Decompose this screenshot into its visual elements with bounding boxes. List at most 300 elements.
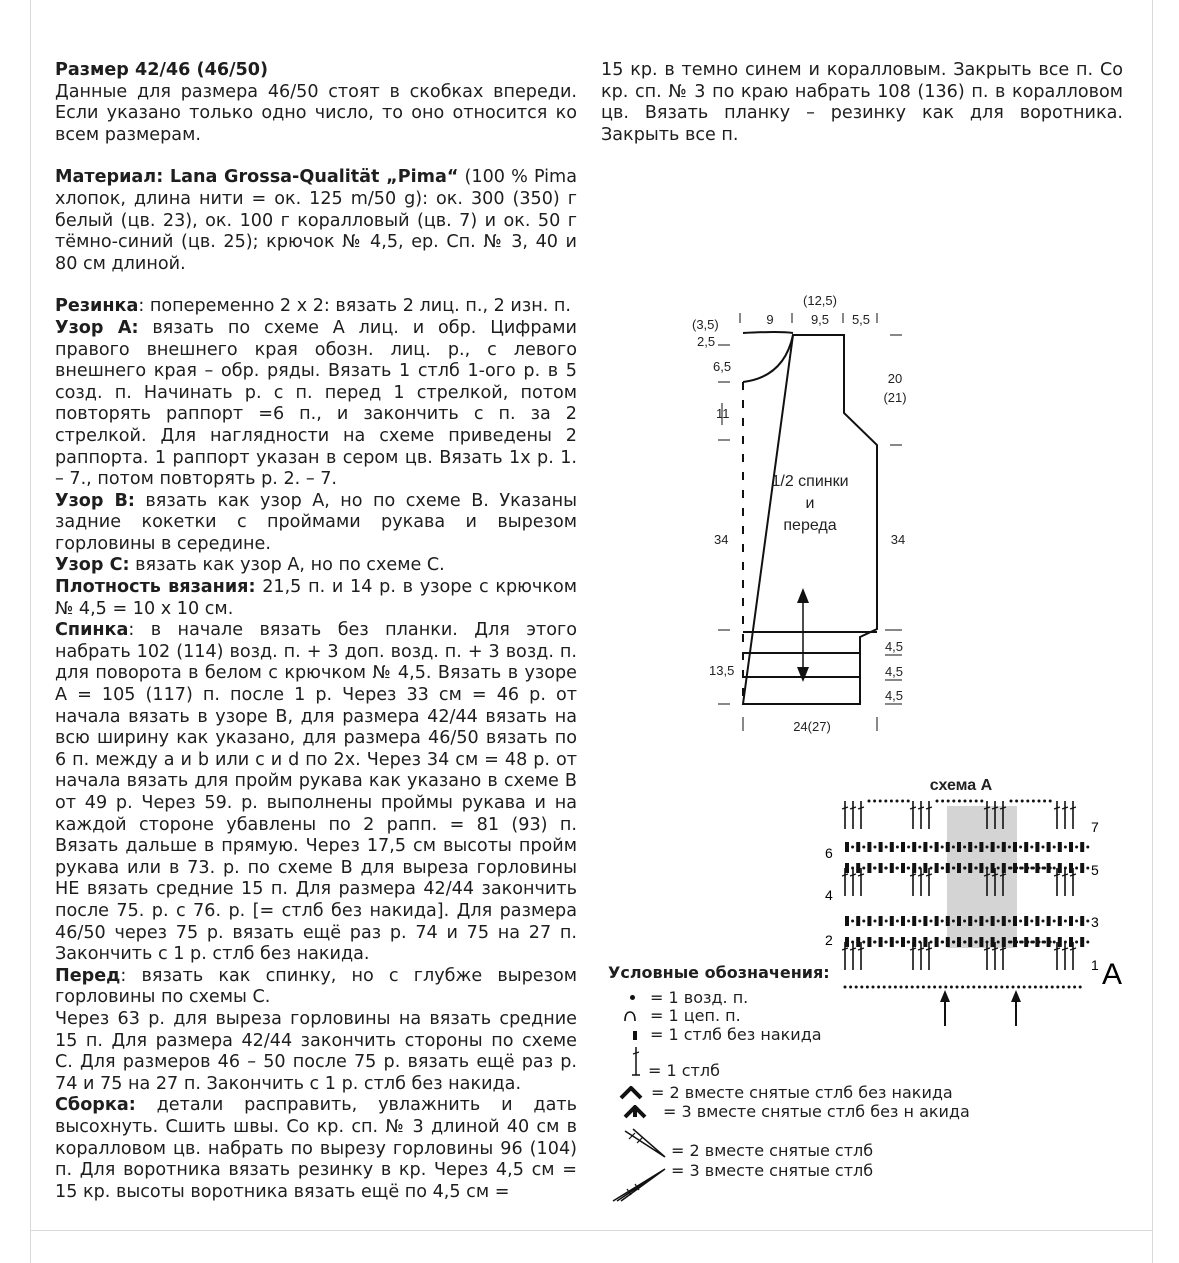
sc-stitch <box>867 937 871 947</box>
chain-dot <box>1008 941 1011 944</box>
sc-stitch <box>879 842 883 852</box>
dim-left-neck-outer: (3,5) <box>692 317 719 332</box>
chain-dot <box>855 986 858 989</box>
pattern-b-label: Узор В: <box>55 490 135 511</box>
chain-dot <box>901 800 904 803</box>
chain-dot <box>1019 867 1022 870</box>
dim-band-2: 4,5 <box>884 664 904 679</box>
sc-stitch <box>968 937 972 947</box>
chain-dot <box>894 986 897 989</box>
dim-left-yoke: 11 <box>716 406 730 421</box>
sc-stitch <box>1024 937 1028 947</box>
chain-dot <box>952 800 955 803</box>
sc-stitch <box>1013 916 1017 926</box>
rib-text: : попеременно 2 х 2: вязать 2 лиц. п., 2 изн. п. <box>138 296 571 317</box>
dim-right-arm-alt: (21) <box>883 390 907 405</box>
sc-stitch <box>1080 937 1084 947</box>
chain-dot <box>1019 920 1022 923</box>
sc-stitch <box>923 937 927 947</box>
dim-right-arm: 20 <box>887 371 903 386</box>
chain-dot <box>905 986 908 989</box>
dim-top-c: 5,5 <box>851 312 871 327</box>
chain-dot <box>896 867 899 870</box>
size-heading: Размер 42/46 (46/50) <box>55 60 269 80</box>
sc-stitch <box>1035 842 1039 852</box>
chart-a <box>815 770 1125 1030</box>
chain-dot <box>918 846 921 849</box>
chain-dot <box>877 986 880 989</box>
pattern-c-label: Узор С: <box>55 555 130 576</box>
sc-stitch <box>946 863 950 873</box>
chain-dot <box>1008 846 1011 849</box>
sc-stitch <box>991 937 995 947</box>
density-paragraph <box>55 577 577 620</box>
dc3tog-icon <box>609 1167 671 1203</box>
sc-stitch <box>845 937 849 947</box>
chain-dot <box>986 920 989 923</box>
dc2tog-icon <box>623 1127 669 1163</box>
chain-dot <box>1086 941 1089 944</box>
chain-dot <box>963 920 966 923</box>
chain-dot <box>1030 867 1033 870</box>
sc-stitch <box>1035 916 1039 926</box>
front-text: : вязать как спинку, но с глубже вырезом горловины по схемы С. <box>55 965 577 1008</box>
chain-dot <box>930 920 933 923</box>
chain-dot <box>851 867 854 870</box>
chain-dot <box>1075 920 1078 923</box>
chain-dot <box>984 986 987 989</box>
row-number-4: 4 <box>825 887 833 903</box>
sc-stitch <box>1080 916 1084 926</box>
sc-stitch <box>957 916 961 926</box>
page-border-right <box>1152 0 1153 1263</box>
back-text: : в начале вязать без планки. Для этого набрать 102 (114) возд. п. + 3 доп. возд. п. + 3 возд. п. для поворота в белом с крючком № 4,5. Вязать в узоре А = 105 (117) п. после 1 р. Через 33 см = 46 р. от начала вязать в узоре В, для размера 42/44 вязать на всю ширину как указано, для размера 46/50 вязать по 6 п. между а и b или с и d по 2х. Через 34 см = 48 р. от начала вязать для пройм рукава как указано в схеме В от 49 р. Через 59. р. выполнены проймы рукава и на каждой стороне убавлены по 2 рапп. = 81 (93) п. Вязать дальше в прямую. Через 17,5 см высоты пройм рукава или в 73. р. по схеме В для выреза горловины НЕ вязать средние 15 п. Для размера 42/44 закончить после 75. р. с 76. р. [= стлб без накида]. Для размера 46/50 через 75 р. вязать ещё раз р. 74 и 75 на 27 п. Закончить с 1 р. стлб без накида. <box>55 620 577 965</box>
chain-dot <box>918 941 921 944</box>
sc-stitch <box>1058 842 1062 852</box>
sc-stitch <box>1069 863 1073 873</box>
end-arrow-icon <box>1011 990 1021 1002</box>
sc-stitch <box>856 937 860 947</box>
arrow-up-icon <box>797 588 809 603</box>
back-paragraph <box>55 620 577 966</box>
right-text-column <box>601 60 1123 146</box>
sc-stitch <box>912 863 916 873</box>
chain-dot <box>874 846 877 849</box>
chain-dot <box>1051 986 1054 989</box>
sc-stitch <box>957 842 961 852</box>
chain-dot <box>911 986 914 989</box>
chain-dot <box>1023 986 1026 989</box>
front-label: Перед <box>55 965 121 986</box>
dc-icon <box>631 1045 641 1077</box>
chain-dot <box>1068 986 1071 989</box>
sc-stitch <box>923 842 927 852</box>
dim-band-1: 4,5 <box>884 639 904 654</box>
sc-stitch <box>845 916 849 926</box>
chain-dot <box>928 986 931 989</box>
sc-stitch <box>935 937 939 947</box>
chain-dot <box>952 846 955 849</box>
dim-top-a: 9 <box>766 312 774 327</box>
chain-dot <box>866 986 869 989</box>
chain-dot <box>1053 867 1056 870</box>
legend-text-sc3tog: = 3 вместе снятые стлб без н акида <box>663 1102 970 1121</box>
chain-dot <box>1086 920 1089 923</box>
chain-dot <box>874 920 877 923</box>
pattern-a-label: Узор А: <box>55 317 139 338</box>
sc-stitch <box>1058 916 1062 926</box>
chain-dot <box>907 800 910 803</box>
chain-dot <box>890 800 893 803</box>
pattern-b-paragraph <box>55 491 577 556</box>
chain-dot <box>930 846 933 849</box>
chain-dot <box>944 986 947 989</box>
sc-stitch <box>912 937 916 947</box>
chain-dot <box>849 986 852 989</box>
chain-dot <box>952 867 955 870</box>
sc-stitch <box>1002 916 1006 926</box>
chain-dot <box>1075 941 1078 944</box>
chain-dot <box>1019 846 1022 849</box>
start-arrow-icon <box>940 990 950 1002</box>
chain-dot <box>862 846 865 849</box>
dim-top-total: (12,5) <box>803 293 837 308</box>
chain-dot <box>995 986 998 989</box>
sc-stitch <box>1047 937 1051 947</box>
row-number-6: 6 <box>825 845 833 861</box>
sc-stitch <box>867 916 871 926</box>
arrow-down-icon <box>797 667 809 682</box>
left-text-column <box>55 60 577 1203</box>
chain-dot <box>1064 941 1067 944</box>
chain-dot <box>952 920 955 923</box>
chain-dot <box>1040 986 1043 989</box>
sc-stitch <box>845 842 849 852</box>
chart-a-title: схема А <box>929 777 993 794</box>
sc-stitch <box>1069 937 1073 947</box>
chain-dot <box>1062 986 1065 989</box>
chain-dot <box>1086 846 1089 849</box>
sc-stitch <box>901 916 905 926</box>
chain-dot <box>964 800 967 803</box>
front-paragraph-2: Через 63 р. для выреза горловины на вязать средние 15 п. Для размера 42/44 закончить стороны по схеме С. Для размеров 46 – 50 после 75 р. вязать ещё раз р. 74 и 75 на 27 п. Закончить с 1 р. стлб без накида. <box>55 1008 577 1094</box>
chain-dot <box>860 986 863 989</box>
pattern-letter: A <box>1102 958 1123 991</box>
legend-item-sc3tog <box>623 1102 970 1121</box>
chain-dot <box>907 941 910 944</box>
chain-dot <box>907 920 910 923</box>
chain-dot <box>930 867 933 870</box>
chain-dot <box>1000 986 1003 989</box>
chain-dot <box>1045 986 1048 989</box>
legend-item-slip <box>633 1006 741 1025</box>
legend-item-sc2tog <box>623 1083 953 1102</box>
front-paragraph <box>55 966 577 1009</box>
legend-text-sc2tog: = 2 вместе снятые стлб без накида <box>651 1083 953 1102</box>
chain-dot <box>997 846 1000 849</box>
page-border-bottom <box>30 1230 1153 1231</box>
chain-dot <box>952 941 955 944</box>
chain-dot <box>885 920 888 923</box>
sc-stitch <box>979 916 983 926</box>
sc-stitch <box>1024 916 1028 926</box>
chain-dot <box>1073 986 1076 989</box>
chain-dot <box>1028 986 1031 989</box>
chain-dot <box>975 800 978 803</box>
pattern-c-paragraph <box>55 555 577 577</box>
chain-dot <box>1042 867 1045 870</box>
chain-dot <box>900 986 903 989</box>
chain-dot <box>997 920 1000 923</box>
sc-stitch <box>979 842 983 852</box>
chain-dot <box>862 941 865 944</box>
sc-stitch <box>968 863 972 873</box>
chain-dot <box>874 941 877 944</box>
sc-stitch <box>879 937 883 947</box>
legend-item-dc <box>633 1061 720 1080</box>
chain-dot <box>872 986 875 989</box>
chain-dot <box>1064 867 1067 870</box>
sc-stitch <box>946 937 950 947</box>
sc-stitch <box>1058 937 1062 947</box>
sc-stitch <box>923 916 927 926</box>
sc3tog-icon <box>623 1105 651 1119</box>
size-paragraph <box>55 60 577 146</box>
page-border-left <box>30 0 31 1263</box>
sc-bar-icon <box>633 1031 637 1040</box>
chain-loop-icon <box>623 1010 637 1022</box>
chain-dot <box>1049 800 1052 803</box>
chain-dot <box>986 941 989 944</box>
sc-stitch <box>935 916 939 926</box>
dim-top-b: 9,5 <box>810 312 830 327</box>
chain-dot <box>986 846 989 849</box>
chain-dot <box>1012 986 1015 989</box>
sc-stitch <box>957 937 961 947</box>
chain-dot <box>896 800 899 803</box>
legend-item-chain <box>633 988 748 1007</box>
chain-dot <box>862 920 865 923</box>
sc-stitch <box>979 863 983 873</box>
chain-dot <box>896 846 899 849</box>
chain-dot <box>967 986 970 989</box>
sc-stitch <box>1024 842 1028 852</box>
chain-dot <box>1042 920 1045 923</box>
garment-schematic <box>680 285 920 745</box>
density-text: 21,5 п. и 14 р. в узоре с крючком № 4,5 = 10 х 10 см. <box>55 577 577 619</box>
chain-dot <box>969 800 972 803</box>
legend-text-dc: = 1 стлб <box>648 1061 720 1080</box>
chain-dot <box>907 867 910 870</box>
legend-item-sc <box>633 1025 822 1044</box>
sc-stitch <box>1080 863 1084 873</box>
chain-dot <box>941 867 944 870</box>
chain-dot <box>974 920 977 923</box>
sc-stitch <box>935 863 939 873</box>
chain-dot <box>1015 800 1018 803</box>
dim-left-body: 34 <box>714 532 729 547</box>
chain-dot <box>997 867 1000 870</box>
row-number-1: 1 <box>1091 957 1099 973</box>
chain-dot <box>963 941 966 944</box>
chain-dot <box>1008 920 1011 923</box>
dim-right-body: 34 <box>890 532 906 547</box>
chain-dot <box>918 920 921 923</box>
pattern-a-text: вязать по схеме А лиц. и обр. Цифрами правого внешнего края обозн. лиц. р., с левого внешнего края – обр. ряды. Вязать 1 стлб 1-ого р. в 5 созд. п. Начинать р. с п. перед 1 стрелкой, потом повторять раппорт =6 п., и закончить с п. за 2 стрелкой. Для наглядности на схеме приведены 2 раппорта. 1 раппорт указан в сером цв. Вязать 1х р. 1. – 7., потом повторять р. 2. – 7. <box>55 317 577 490</box>
chain-dot <box>1038 800 1041 803</box>
assembly-text: детали расправить, увлажнить и дать высохнуть. Сшить швы. Со кр. сп. № 3 длиной 40 см в коралловом цв. набрать по вырезу горловины 96 (104) п. Для воротника вязать резинку в кр. Через 4,5 см = 15 кр. высоты воротника вязать ещё по 4,5 см = <box>55 1095 577 1202</box>
dim-left-neck-inner: 2,5 <box>697 334 716 349</box>
chain-dot <box>1008 867 1011 870</box>
sc-stitch <box>979 937 983 947</box>
pattern-b-text: вязать как узор А, но по схеме В. Указаны задние кокетки с проймами рукава и вырезом горловины в середине. <box>55 490 578 554</box>
pattern-a-paragraph <box>55 318 577 491</box>
material-paragraph <box>55 167 577 275</box>
chain-dot <box>885 867 888 870</box>
sc-stitch <box>890 863 894 873</box>
sc2tog-icon <box>619 1086 643 1100</box>
row-number-7: 7 <box>1091 819 1099 835</box>
sc-stitch <box>946 842 950 852</box>
chain-dot <box>885 846 888 849</box>
chain-dot <box>1030 920 1033 923</box>
dim-left-band: 13,5 <box>709 663 735 678</box>
sc-stitch <box>991 916 995 926</box>
chain-dot <box>956 986 959 989</box>
chain-dot <box>1053 920 1056 923</box>
sc-stitch <box>1002 842 1006 852</box>
chain-dot <box>1030 941 1033 944</box>
chain-dot <box>941 800 944 803</box>
material-text: (100 % Pima хлопок, длина нити = ок. 125 m/50 g): ок. 300 (350) г белый (цв. 23), ок. 100 г коралловый (цв. 7) и ок. 50 г тёмно-синий (цв. 25); крючок № 4,5, ер. Сп. № 3, 40 и 80 см длиной. <box>55 167 577 274</box>
density-label: Плотность вязания: <box>55 577 256 598</box>
pattern-c-text: вязать как узор А, но по схеме С. <box>129 555 445 576</box>
repeat-highlight <box>947 806 1017 948</box>
chain-dot <box>1019 941 1022 944</box>
chain-dot <box>918 867 921 870</box>
chain-dot <box>916 986 919 989</box>
chain-dot <box>907 846 910 849</box>
legend-item-dc2tog <box>623 1141 873 1160</box>
chain-dot <box>884 800 887 803</box>
chain-dot <box>868 800 871 803</box>
sc-stitch <box>901 842 905 852</box>
chain-dot <box>974 867 977 870</box>
chain-dot <box>989 986 992 989</box>
schematic-label-3: переда <box>783 517 837 534</box>
chain-dot <box>1030 846 1033 849</box>
chain-dot <box>851 920 854 923</box>
legend-text-dc3tog: = 3 вместе снятые стлб <box>671 1161 874 1180</box>
neckline-top <box>743 332 793 333</box>
sc-stitch <box>856 916 860 926</box>
sc-stitch <box>1002 863 1006 873</box>
assembly-label: Сборка: <box>55 1095 136 1116</box>
chain-dot <box>980 800 983 803</box>
sc-stitch <box>879 916 883 926</box>
sc-stitch <box>856 842 860 852</box>
chain-dot <box>947 800 950 803</box>
chain-dot <box>851 941 854 944</box>
chain-dot <box>1042 941 1045 944</box>
chain-dot <box>1006 986 1009 989</box>
neckline-curve <box>743 335 793 382</box>
chain-dot <box>941 846 944 849</box>
chain-dot <box>896 920 899 923</box>
dim-band-3: 4,5 <box>884 688 904 703</box>
chain-dot <box>888 986 891 989</box>
chain-dot <box>963 846 966 849</box>
chain-dot <box>885 941 888 944</box>
chain-dot <box>1064 920 1067 923</box>
schematic-label-1: 1/2 спинки <box>771 473 849 490</box>
sc-stitch <box>946 916 950 926</box>
size-text: Данные для размера 46/50 стоят в скобках впереди. Если указано только одно число, то оно относится ко всем размерам. <box>55 81 577 145</box>
sc-stitch <box>912 842 916 852</box>
sc-stitch <box>1002 937 1006 947</box>
chain-dot <box>851 846 854 849</box>
sc-stitch <box>890 842 894 852</box>
chain-dot <box>936 800 939 803</box>
legend-text-sc: = 1 стлб без накида <box>650 1025 822 1044</box>
sc-stitch <box>957 863 961 873</box>
chain-dot <box>1079 986 1082 989</box>
material-label: Материал: Lana Grossa-Qualität „Pima“ <box>55 167 459 188</box>
chain-dot <box>844 986 847 989</box>
chain-dot <box>1056 986 1059 989</box>
chain-dot <box>950 986 953 989</box>
dim-left-neck: 6,5 <box>713 359 732 374</box>
sc-stitch <box>890 937 894 947</box>
chain-dot <box>930 941 933 944</box>
sc-stitch <box>1058 863 1062 873</box>
chain-dot <box>941 941 944 944</box>
chain-dot <box>997 941 1000 944</box>
chain-dot <box>974 941 977 944</box>
chain-dot <box>1086 867 1089 870</box>
chain-dot <box>896 941 899 944</box>
chain-dot <box>862 867 865 870</box>
chain-dot <box>1010 800 1013 803</box>
chain-dot <box>1026 800 1029 803</box>
sc-stitch <box>991 842 995 852</box>
chain-dot <box>1021 800 1024 803</box>
chain-dot <box>1043 800 1046 803</box>
chain-dot <box>972 986 975 989</box>
dim-bottom-width: 24(27) <box>793 719 831 734</box>
chain-dot <box>879 800 882 803</box>
chain-dot <box>1053 846 1056 849</box>
row-number-2: 2 <box>825 932 833 948</box>
sc-stitch <box>1080 842 1084 852</box>
chain-dot <box>1034 986 1037 989</box>
chain-dot-icon <box>630 995 635 1000</box>
chain-dot <box>974 846 977 849</box>
sc-stitch <box>1013 937 1017 947</box>
sc-stitch <box>1069 842 1073 852</box>
chain-dot <box>1075 867 1078 870</box>
sc-stitch <box>901 863 905 873</box>
sc-stitch <box>1047 916 1051 926</box>
assembly-paragraph <box>55 1095 577 1203</box>
chain-dot <box>922 986 925 989</box>
sc-stitch <box>1024 863 1028 873</box>
chain-dot <box>961 986 964 989</box>
right-text: 15 кр. в темно синем и коралловым. Закрыть все п. Со кр. сп. № 3 по краю набрать 108 (136) п. в коралловом цв. Вязать планку – резинку как для воротника. Закрыть все п. <box>601 60 1123 145</box>
sc-stitch <box>1035 937 1039 947</box>
sc-stitch <box>1035 863 1039 873</box>
chain-dot <box>939 986 942 989</box>
